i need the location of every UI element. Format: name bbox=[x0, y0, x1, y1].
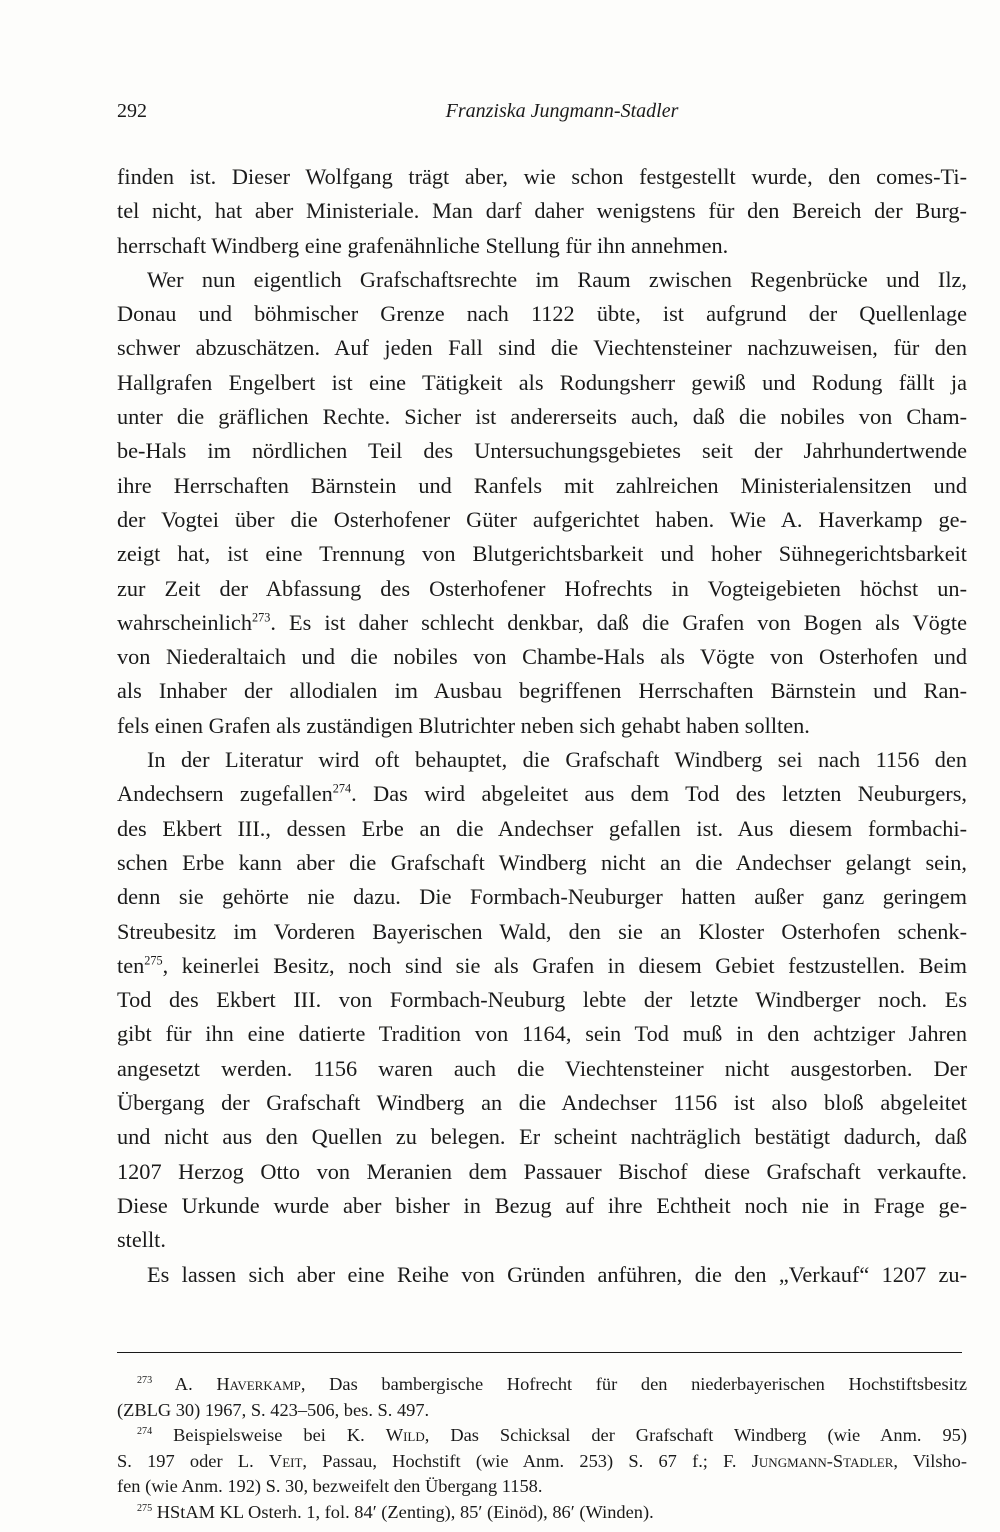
text-line: von Niederaltaich und die nobiles von Chambe-Hals als Vögte von Osterhofen und bbox=[117, 644, 967, 670]
footnote-line bbox=[117, 1449, 967, 1475]
text-line: angesetzt werden. 1156 waren auch die Viechtensteiner nicht ausgestorben. Der bbox=[117, 1055, 967, 1081]
text-line: denn sie gehörte nie dazu. Die Formbach-Neuburger hatten außer ganz geringem bbox=[117, 884, 967, 910]
footnote-275 bbox=[117, 1500, 967, 1526]
text-line: be-Hals im nördlichen Teil des Untersuchungsgebietes seit der Jahrhundertwende bbox=[117, 438, 967, 464]
text-line: Tod des Ekbert III. von Formbach-Neuburg lebte der letzte Windberger noch. Es bbox=[117, 987, 967, 1013]
footnote-ref-275: 275 bbox=[144, 953, 163, 968]
text-line: der Vogtei über die Osterhofener Güter aufgerichtet haben. Wie A. Haverkamp ge- bbox=[117, 506, 967, 532]
text-line: In der Literatur wird oft behauptet, die Grafschaft Windberg sei nach 1156 den bbox=[147, 747, 967, 773]
text-line: Es lassen sich aber eine Reihe von Gründen anführen, die den „Verkauf“ 1207 zu- bbox=[147, 1261, 967, 1287]
text-line: als Inhaber der allodialen im Ausbau begriffenen Herrschaften Bärnstein und Ran- bbox=[117, 678, 967, 704]
author-name: Jungmann-Stadler bbox=[751, 1450, 894, 1471]
text-line: Hallgrafen Engelbert ist eine Tätigkeit als Rodungsherr gewiß und Rodung fällt ja bbox=[117, 369, 967, 395]
page-number: 292 bbox=[117, 100, 147, 122]
author-name: Haverkamp bbox=[216, 1374, 301, 1394]
text-run: , Passau, Hochstift (wie Anm. 253) S. 67 f.; F. bbox=[302, 1450, 752, 1471]
text-run: HStAM KL Osterh. 1, fol. 84′ (Zenting), 85′ (Einöd), 86′ (Winden). bbox=[156, 1501, 654, 1522]
text-run: . Es ist daher schlecht denkbar, daß die Grafen von Bogen als Vögte bbox=[270, 609, 967, 635]
text-line: zur Zeit der Abfassung des Osterhofener Hofrechts in Vogteigebieten höchst un- bbox=[117, 575, 967, 601]
text-run: , Vilsho- bbox=[893, 1450, 967, 1471]
text-line bbox=[117, 949, 967, 983]
text-run: Andechsern zugefallen bbox=[117, 781, 333, 807]
text-line: gibt für ihn eine datierte Tradition von 1164, sein Tod muß in den achtziger Jahren bbox=[117, 1021, 967, 1047]
footnote-number: 273 bbox=[137, 1374, 153, 1386]
author-name: Wild bbox=[385, 1425, 425, 1445]
text-line: finden ist. Dieser Wolfgang trägt aber, wie schon festgestellt wurde, den comes-Ti- bbox=[117, 164, 967, 189]
text-run: , keinerlei Besitz, noch sind sie als Grafen in diesem Gebiet festzustellen. Beim bbox=[162, 952, 967, 978]
text-line: tel nicht, hat aber Ministeriale. Man darf daher wenigstens für den Bereich der Burg- bbox=[117, 198, 967, 224]
footnote-line: (ZBLG 30) 1967, S. 423–506, bes. S. 497. bbox=[117, 1399, 430, 1420]
text-line: des Ekbert III., dessen Erbe an die Andechser gefallen ist. Aus diesem formbachi- bbox=[117, 815, 967, 841]
footnote-number: 274 bbox=[137, 1425, 153, 1437]
text-run: A. bbox=[174, 1374, 217, 1394]
text-run: ten bbox=[117, 952, 145, 978]
text-line: zeigt hat, ist eine Trennung von Blutgerichtsbarkeit und hoher Sühnegerichtsbarkeit bbox=[117, 541, 967, 567]
text-line: stellt. bbox=[117, 1227, 166, 1253]
text-line: Wer nun eigentlich Grafschaftsrechte im Raum zwischen Regenbrücke und Ilz, bbox=[147, 266, 967, 292]
footnote-273 bbox=[117, 1372, 967, 1398]
text-line: Donau und böhmischer Grenze nach 1122 übte, ist aufgrund der Quellenlage bbox=[117, 301, 967, 327]
footnote-number: 275 bbox=[137, 1502, 153, 1514]
footnote-ref-273: 273 bbox=[251, 610, 271, 625]
text-line: 1207 Herzog Otto von Meranien dem Passauer Bischof diese Grafschaft verkaufte. bbox=[117, 1158, 967, 1184]
page-header bbox=[117, 100, 967, 130]
footnote-ref-274: 274 bbox=[332, 781, 352, 796]
text-run: Beispielsweise bei K. bbox=[173, 1425, 386, 1445]
footnote-separator bbox=[117, 1352, 962, 1353]
text-line: Übergang der Grafschaft Windberg an die Andechser 1156 ist also bloß abgeleitet bbox=[117, 1090, 967, 1116]
text-run: S. 197 oder L. bbox=[117, 1450, 269, 1471]
text-run: , Das Schicksal der Grafschaft Windberg (wie Anm. 95) bbox=[424, 1425, 967, 1445]
text-line: unter die gräflichen Rechte. Sicher ist andererseits auch, daß die nobiles von Cham- bbox=[117, 404, 967, 430]
text-run: . Das wird abgeleitet aus dem Tod des letzten Neuburgers, bbox=[351, 781, 967, 807]
running-title: Franziska Jungmann-Stadler bbox=[445, 100, 679, 122]
text-line: ihre Herrschaften Bärnstein und Ranfels mit zahlreichen Ministerialensitzen und bbox=[117, 472, 967, 498]
text-run: wahrscheinlich bbox=[117, 609, 252, 635]
footnote-line: fen (wie Anm. 192) S. 30, bezweifelt den Übergang 1158. bbox=[117, 1476, 543, 1496]
text-line: herrschaft Windberg eine grafenähnliche Stellung für ihn annehmen. bbox=[117, 232, 729, 258]
text-line bbox=[117, 606, 967, 640]
text-line: fels einen Grafen als zuständigen Blutrichter neben sich gehabt haben sollten. bbox=[117, 712, 810, 738]
text-line bbox=[117, 777, 967, 811]
text-line: schwer abzuschätzen. Auf jeden Fall sind die Viechtensteiner nachzuweisen, für den bbox=[117, 335, 967, 361]
text-line: schen Erbe kann aber die Grafschaft Windberg nicht an die Andechser gelangt sein, bbox=[117, 849, 967, 875]
text-line: Streubesitz im Vorderen Bayerischen Wald, den sie an Kloster Osterhofen schenk- bbox=[117, 918, 967, 944]
footnotes bbox=[117, 1372, 967, 1525]
footnote-274 bbox=[117, 1423, 967, 1449]
text-line: Diese Urkunde wurde aber bisher in Bezug auf ihre Echtheit noch nie in Frage ge- bbox=[117, 1192, 967, 1218]
text-run: , Das bambergische Hofrecht für den niederbayerischen Hochstiftsbesitz bbox=[300, 1374, 967, 1394]
main-text bbox=[117, 160, 967, 1292]
author-name: Veit bbox=[268, 1450, 303, 1471]
text-line: und nicht aus den Quellen zu belegen. Er scheint nachträglich bestätigt dadurch, daß bbox=[117, 1124, 967, 1150]
